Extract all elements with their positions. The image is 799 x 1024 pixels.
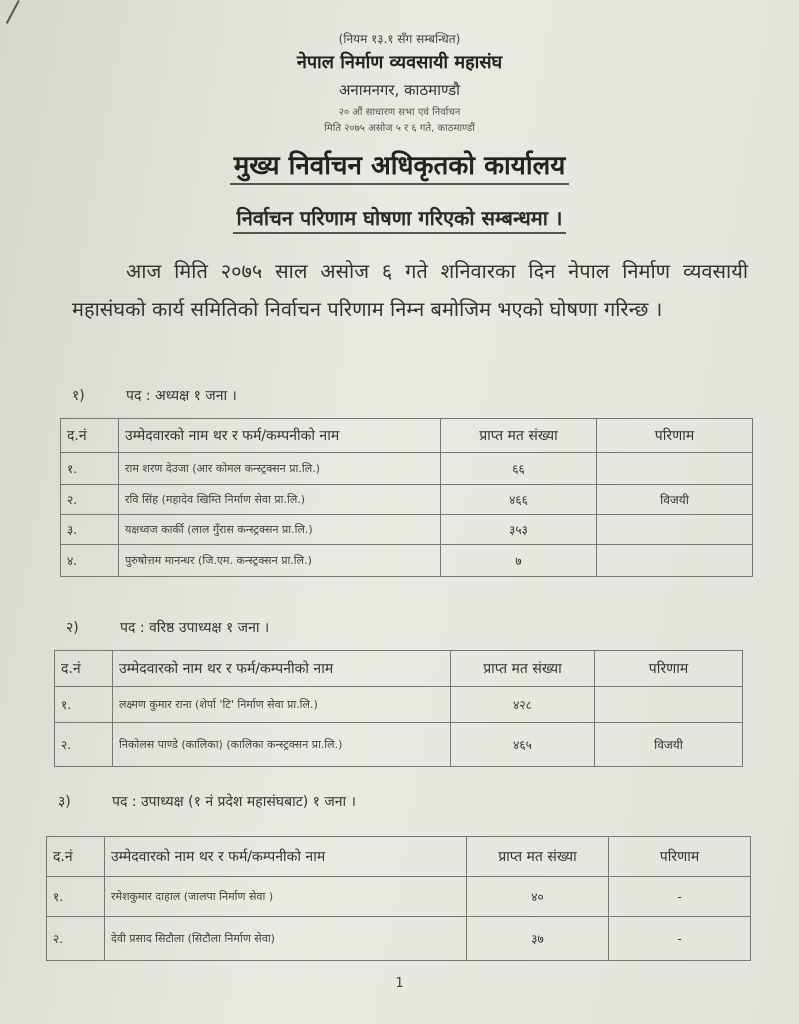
subject-wrap (0, 204, 799, 231)
header-votes: प्राप्त मत संख्या (441, 419, 597, 453)
section-heading (72, 386, 237, 405)
table-row (61, 515, 753, 545)
cell-votes: ३५३ (441, 515, 597, 545)
cell-votes: ७ (441, 545, 597, 577)
table-row (55, 687, 743, 723)
cell-result: विजयी (597, 485, 753, 515)
section-number: १) (72, 388, 85, 404)
cell-votes: ३७ (467, 917, 609, 961)
table-row (47, 877, 751, 917)
cell-sn: ३. (61, 515, 119, 545)
header-sn: द.नं (61, 419, 119, 453)
organization-address: अनामनगर, काठमाण्डौ (338, 81, 461, 99)
organization-name: नेपाल निर्माण व्यवसायी महासंघ (296, 52, 503, 73)
page-number: 1 (395, 976, 404, 991)
section-post: पद : वरिष्ठ उपाध्यक्ष १ जना । (120, 620, 270, 636)
cell-result: - (609, 877, 751, 917)
table-header-row (55, 651, 743, 687)
header-candidate: उम्मेदवारको नाम थर र फर्म/कम्पनीको नाम (113, 651, 451, 687)
cell-votes: ४० (467, 877, 609, 917)
section-number: २) (66, 620, 79, 636)
section-post: पद : उपाध्यक्ष (१ नं प्रदेश महासंघबाट) १ जना । (112, 794, 356, 810)
cell-candidate: राम शरण देउजा (आर कोमल कन्स्ट्रक्सन प्रा.लि.) (119, 453, 441, 485)
cell-candidate: निकोलस पाण्डे (कालिका) (कालिका कन्स्ट्रक्सन प्रा.लि.) (113, 723, 451, 767)
cell-votes: ६६ (441, 453, 597, 485)
cell-result (597, 545, 753, 577)
header-candidate: उम्मेदवारको नाम थर र फर्म/कम्पनीको नाम (119, 419, 441, 453)
header-sn: द.नं (55, 651, 113, 687)
table-row (61, 453, 753, 485)
header-result: परिणाम (595, 651, 743, 687)
cell-result (595, 687, 743, 723)
cell-sn: १. (61, 453, 119, 485)
rule-reference: (नियम १३.१ सँग सम्बन्धित) (338, 32, 461, 46)
event-name: २० औं साधारण सभा एवं निर्वाचन (338, 107, 461, 118)
header-candidate: उम्मेदवारको नाम थर र फर्म/कम्पनीको नाम (105, 837, 467, 877)
cell-candidate: रमेशकुमार दाहाल (जालपा निर्माण सेवा ) (105, 877, 467, 917)
results-table (60, 418, 753, 577)
section-heading (66, 618, 269, 637)
section-number: ३) (58, 794, 71, 810)
header-sn: द.नं (47, 837, 105, 877)
cell-candidate: रवि सिंह (महादेव खिम्ति निर्माण सेवा प्रा.लि.) (119, 485, 441, 515)
subject-line: निर्वाचन परिणाम घोषणा गरिएको सम्बन्धमा । (233, 206, 567, 234)
header-result: परिणाम (609, 837, 751, 877)
table-row (61, 485, 753, 515)
cell-candidate: देवी प्रसाद सिटौला (सिटौला निर्माण सेवा) (105, 917, 467, 961)
table-row (55, 723, 743, 767)
cell-result (597, 515, 753, 545)
table-header-row (47, 837, 751, 877)
cell-sn: ४. (61, 545, 119, 577)
cell-candidate: यक्षध्वज कार्की (लाल गुँरास कन्स्ट्रक्सन प्रा.लि.) (119, 515, 441, 545)
cell-sn: २. (55, 723, 113, 767)
results-table (46, 836, 751, 961)
cell-sn: १. (55, 687, 113, 723)
office-title: मुख्य निर्वाचन अधिकृतको कार्यालय (230, 151, 570, 185)
event-date: मिति २०७५ असोज ५ र ६ गते, काठमाण्डौं (324, 123, 475, 134)
cell-candidate: पुरुषोत्तम मानन्धर (जि.एम. कन्स्ट्रक्सन प्रा.लि.) (119, 545, 441, 577)
section-post: पद : अध्यक्ष १ जना । (126, 388, 237, 404)
header-votes: प्राप्त मत संख्या (467, 837, 609, 877)
cell-votes: ४२८ (451, 687, 595, 723)
pen-mark (6, 0, 20, 24)
cell-sn: १. (47, 877, 105, 917)
cell-result: - (609, 917, 751, 961)
office-title-wrap (0, 146, 799, 182)
results-table (54, 650, 743, 767)
cell-result (597, 453, 753, 485)
cell-sn: २. (47, 917, 105, 961)
header-votes: प्राप्त मत संख्या (451, 651, 595, 687)
cell-candidate: लक्ष्मण कुमार राना (शेर्पा 'टि' निर्माण सेवा प्रा.लि.) (113, 687, 451, 723)
cell-result: विजयी (595, 723, 743, 767)
section-heading (58, 792, 356, 811)
table-row (61, 545, 753, 577)
header-result: परिणाम (597, 419, 753, 453)
cell-votes: ४६५ (451, 723, 595, 767)
cell-votes: ४६६ (441, 485, 597, 515)
table-row (47, 917, 751, 961)
cell-sn: २. (61, 485, 119, 515)
table-header-row (61, 419, 753, 453)
announcement-paragraph: आज मिति २०७५ साल असोज ६ गते शनिवारका दिन नेपाल निर्माण व्यवसायी महासंघको कार्य समितिको निर्वाचन परिणाम निम्न बमोजिम भएको घोषणा गरिन्छ । (72, 259, 748, 321)
